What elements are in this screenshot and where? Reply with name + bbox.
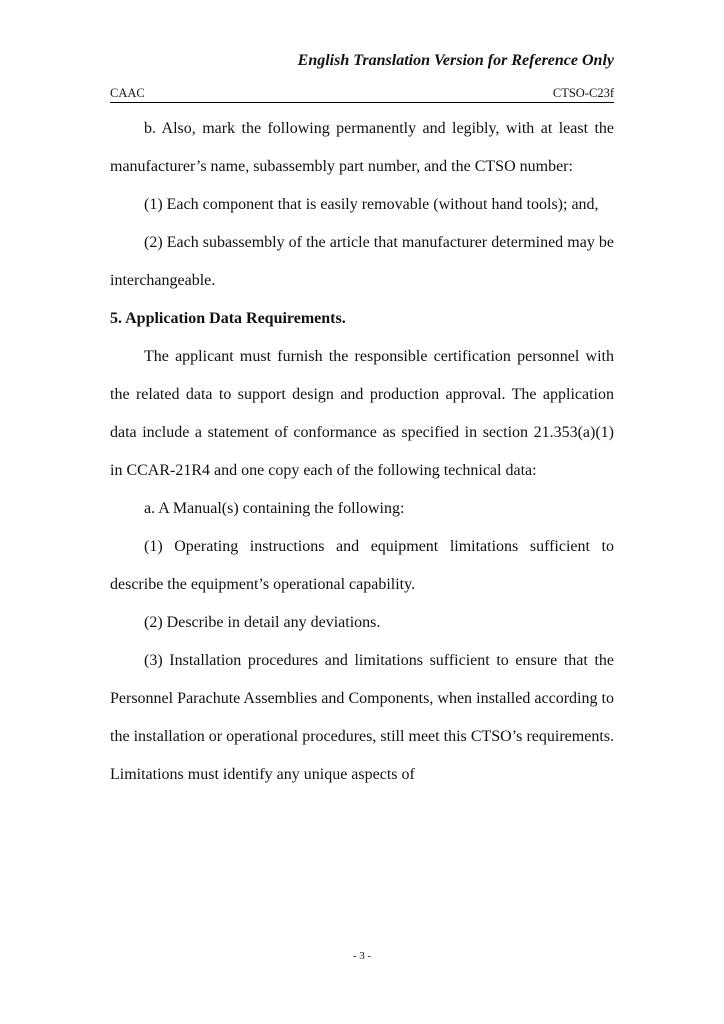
paragraph-manual-a-1: (1) Operating instructions and equipment limitations sufficient to describe the equipment’s operational capability. — [110, 538, 614, 593]
paragraph-manual-a-2: (2) Describe in detail any deviations. — [144, 614, 381, 631]
paragraph-manual-a-3: (3) Installation procedures and limitations sufficient to ensure that the Personnel Parachute Assemblies and Components, when installed according to the installation or operational procedures, still meet this CTSO’s requirements. Limitations must identify any unique aspects of — [110, 652, 614, 783]
paragraph-manual-a: a. A Manual(s) containing the following: — [144, 500, 405, 517]
paragraph-marking-b-2: (2) Each subassembly of the article that manufacturer determined may be interchangeable. — [110, 234, 614, 289]
section-heading-application-data: 5. Application Data Requirements. — [110, 310, 346, 327]
running-header — [110, 86, 614, 103]
body-text — [110, 110, 614, 794]
paragraph-marking-b: b. Also, mark the following permanently and legibly, with at least the manufacturer’s name, subassembly part number, and the CTSO number: — [110, 120, 614, 175]
paragraph-marking-b-1: (1) Each component that is easily removable (without hand tools); and, — [144, 196, 599, 213]
header-document-id: CTSO-C23f — [552, 86, 614, 100]
header-authority: CAAC — [110, 86, 145, 100]
paragraph-application-intro: The applicant must furnish the responsible certification personnel with the related data to support design and production approval. The application data include a statement of conformance as specified in section 21.353(a)(1) in CCAR-21R4 and one copy each of the following technical data: — [110, 348, 614, 479]
translation-note: English Translation Version for Reference Only — [297, 52, 614, 69]
page-number: - 3 - — [352, 950, 372, 962]
